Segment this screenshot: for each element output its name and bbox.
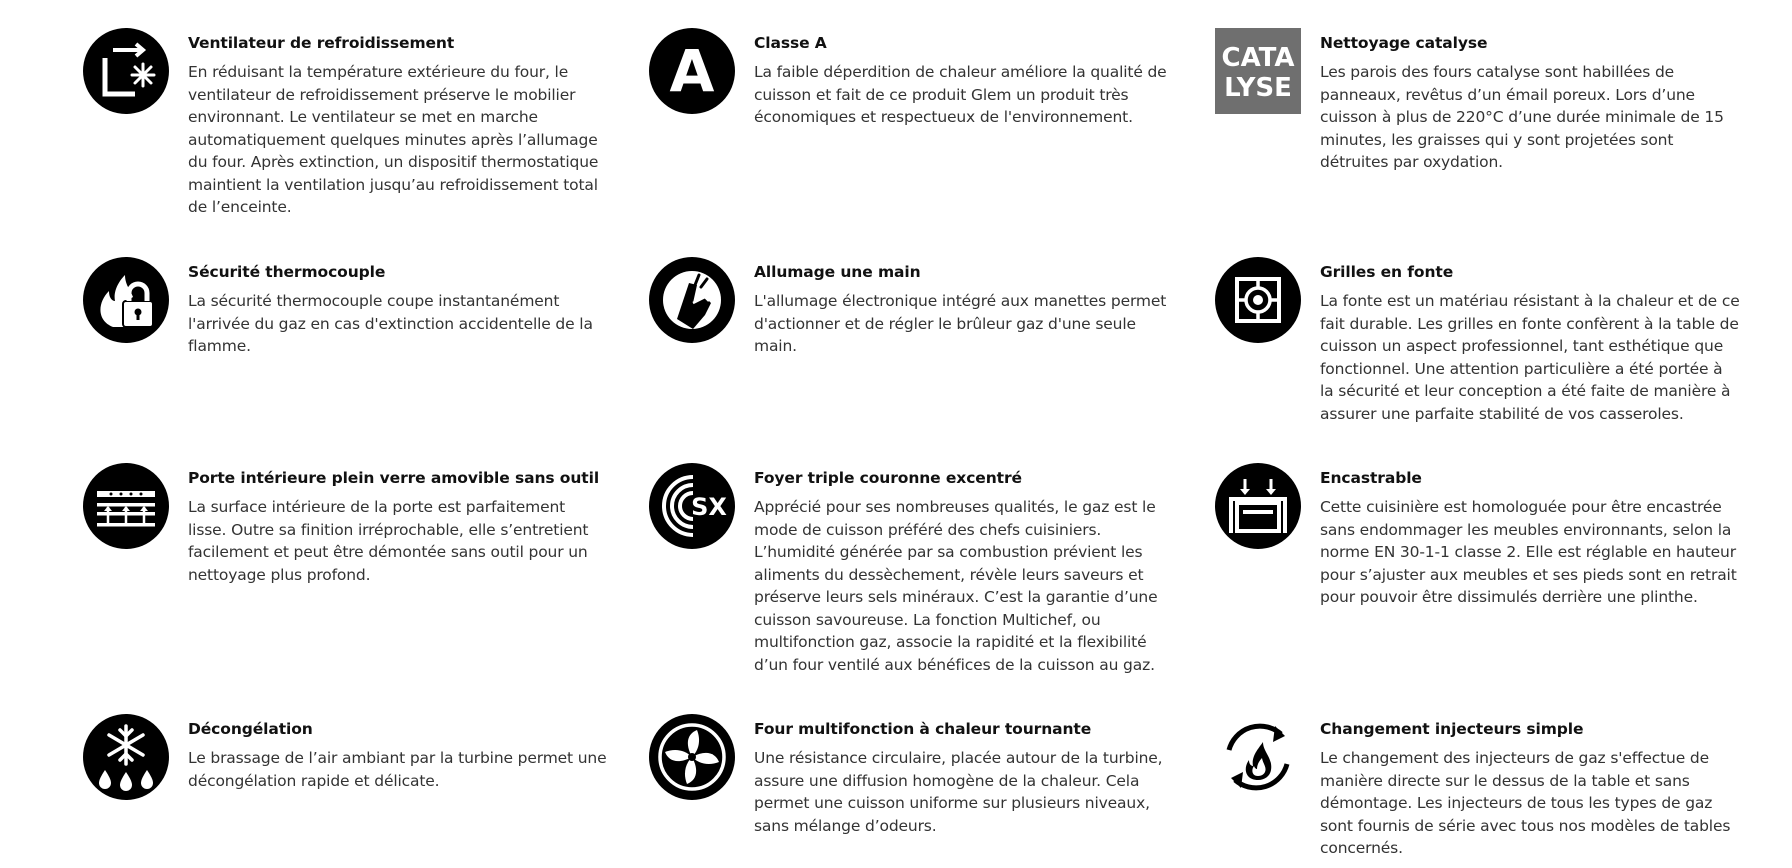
feature-text [1320, 463, 1740, 609]
feature-description: La fonte est un matériau résistant à la chaleur et de ce fait durable. Les grilles en fonte confèrent à la table de cuisson un aspect professionnel, tant esthétique que fonctionnel. Une attention particulière a été portée à la sécurité et leur conception a été faite de manière à assurer une parfaite stabilité de vos casseroles. [1320, 292, 1740, 423]
energy-class-label: A [669, 37, 715, 105]
burner-sx-label: SX [691, 493, 727, 521]
feature-description: En réduisant la température extérieure du four, le ventilateur de refroidissement préserve le mobilier environnant. Le ventilateur se met en marche automatiquement quelques minutes après l’allumage du four. Après extinction, un dispositif thermostatique maintient la ventilation jusqu’au refroidissement total de l’enceinte. [188, 63, 599, 216]
feature-classe-a [649, 28, 1174, 129]
feature-allumage [649, 257, 1174, 358]
feature-text [188, 463, 608, 586]
feature-multifonction [649, 714, 1174, 837]
feature-title: Porte intérieure plein verre amovible sans outil [188, 469, 600, 487]
feature-ventilateur [83, 28, 608, 219]
catalyse-label-bottom: LYSE [1224, 73, 1292, 103]
cooling-fan-icon [83, 28, 169, 114]
feature-text [188, 714, 608, 800]
feature-decongelation [83, 714, 608, 800]
feature-title: Sécurité thermocouple [188, 263, 386, 281]
feature-title: Classe A [754, 34, 827, 52]
feature-text [754, 463, 1174, 676]
feature-text [1320, 28, 1740, 174]
feature-description: Une résistance circulaire, placée autour de la turbine, assure une diffusion homogène de la chaleur. Cela permet une cuisson uniforme sur plusieurs niveaux, sans mélange d’odeurs. [754, 749, 1163, 835]
feature-text [1320, 257, 1740, 425]
one-hand-ignition-icon [649, 257, 735, 343]
feature-grilles [1215, 257, 1740, 425]
removable-glass-door-icon [83, 463, 169, 549]
catalyse-label-top: CATA [1221, 43, 1295, 73]
feature-description: L'allumage électronique intégré aux manettes permet d'actionner et de régler le brûleur gaz d'une seule main. [754, 292, 1167, 355]
feature-injecteurs [1215, 714, 1740, 860]
triple-crown-burner-icon [649, 463, 735, 549]
feature-text [754, 714, 1174, 837]
feature-foyer [649, 463, 1174, 676]
feature-encastrable [1215, 463, 1740, 609]
feature-title: Foyer triple couronne excentré [754, 469, 1022, 487]
feature-description: Apprécié pour ses nombreuses qualités, le gaz est le mode de cuisson préféré des chefs cuisiniers. L’humidité générée par sa combustion prévient les aliments du dessèchement, révèle leurs saveurs et préserve leurs sels minéraux. C’est la garantie d’une cuisson savoureuse. La fonction Multichef, ou multifonction gaz, associe la rapidité et la flexibilité d’un four ventilé aux bénéfices de la cuisson au gaz. [754, 498, 1158, 674]
feature-porte [83, 463, 608, 586]
feature-title: Nettoyage catalyse [1320, 34, 1488, 52]
feature-description: Les parois des fours catalyse sont habillées de panneaux, revêtus d’un émail poreux. Lors d’une cuisson à plus de 220°C d’une durée minimale de 15 minutes, les graisses qui y sont projetées sont détruites par oxydation. [1320, 63, 1724, 171]
feature-title: Changement injecteurs simple [1320, 720, 1584, 738]
feature-text [754, 28, 1174, 129]
feature-description: La surface intérieure de la porte est parfaitement lisse. Outre sa finition irréprochable, elle s’entretient facilement et peut être démontée sans outil pour un nettoyage plus profond. [188, 498, 589, 584]
catalyse-icon [1215, 28, 1301, 114]
feature-title: Encastrable [1320, 469, 1422, 487]
thermocouple-lock-flame-icon [83, 257, 169, 343]
feature-description: Le changement des injecteurs de gaz s'effectue de manière directe sur le dessus de la table et sans démontage. Les injecteurs de tous les types de gaz sont fournis de série avec tous nos modèles de tables concernés. [1320, 749, 1731, 857]
feature-title: Allumage une main [754, 263, 921, 281]
defrost-snowflake-icon [83, 714, 169, 800]
feature-title: Four multifonction à chaleur tournante [754, 720, 1092, 738]
multifunction-fan-icon [649, 714, 735, 800]
feature-description: La faible déperdition de chaleur améliore la qualité de cuisson et fait de ce produit Glem un produit très économiques et respectueux de l'environnement. [754, 63, 1167, 126]
built-in-cooker-icon [1215, 463, 1301, 549]
feature-text [188, 257, 608, 358]
feature-thermocouple [83, 257, 608, 358]
injector-change-icon [1215, 714, 1301, 800]
feature-title: Décongélation [188, 720, 313, 738]
feature-text [188, 28, 608, 219]
feature-text [1320, 714, 1740, 860]
cast-iron-grid-icon [1215, 257, 1301, 343]
energy-class-a-icon [649, 28, 735, 114]
feature-title: Ventilateur de refroidissement [188, 34, 455, 52]
feature-description: Cette cuisinière est homologuée pour être encastrée sans endommager les meubles environnants, selon la norme EN 30-1-1 classe 2. Elle est réglable en hauteur pour s’ajuster aux meubles et ses pieds sont en retrait pour pouvoir être dissimulés derrière une plinthe. [1320, 498, 1737, 606]
feature-description: Le brassage de l’air ambiant par la turbine permet une décongélation rapide et délicate. [188, 749, 607, 790]
feature-title: Grilles en fonte [1320, 263, 1454, 281]
feature-text [754, 257, 1174, 358]
feature-description: La sécurité thermocouple coupe instantanément l'arrivée du gaz en cas d'extinction accidentelle de la flamme. [188, 292, 593, 355]
feature-catalyse [1215, 28, 1740, 174]
